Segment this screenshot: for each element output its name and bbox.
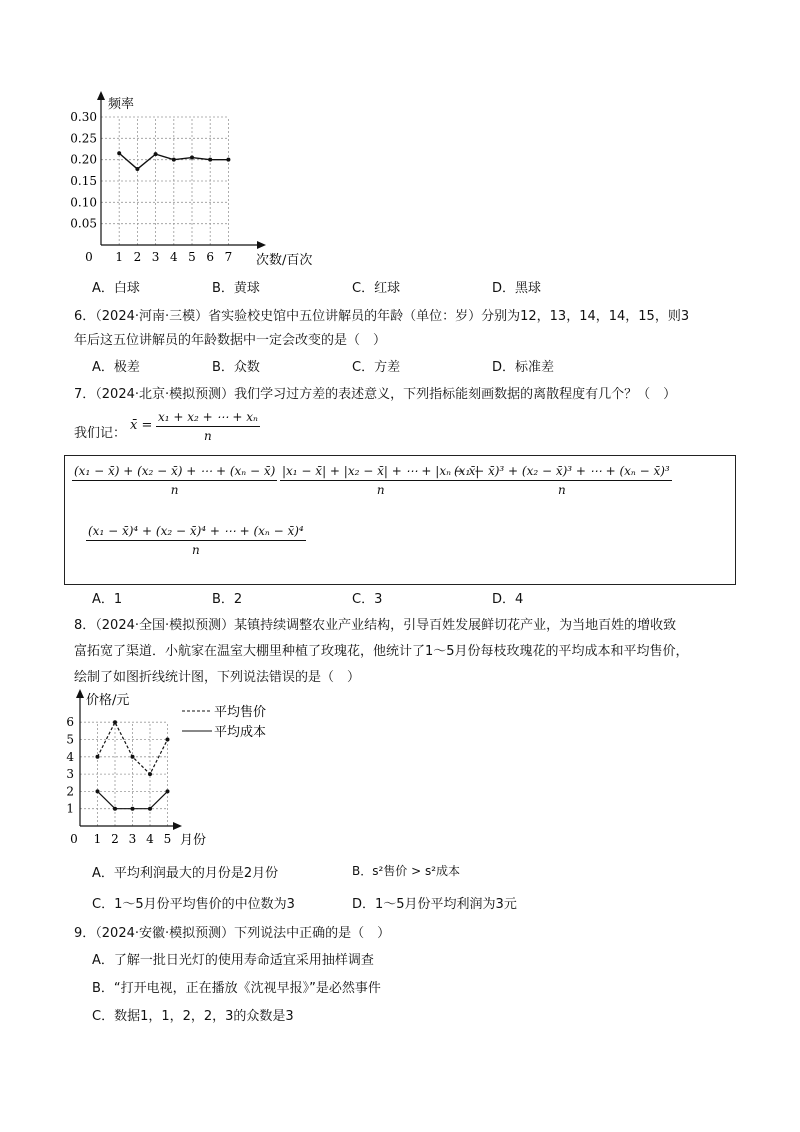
- q6-stem-line2: 年后这五位讲解员的年龄数据中一定会改变的是（ ）: [74, 333, 387, 348]
- frequency-chart: [60, 88, 313, 270]
- y-tick-label: 5: [66, 732, 74, 747]
- x-tick-label: 4: [169, 250, 178, 264]
- q6-stem-line1: 6．（2024·河南·三模）省实验校史馆中五位讲解员的年龄（单位：岁）分别为12，13，14，14，15，则3: [74, 309, 690, 324]
- data-point: [113, 807, 117, 811]
- q5-option-a[interactable]: A．白球: [92, 281, 140, 296]
- x-axis-arrow: [173, 822, 182, 830]
- x-tick-label: 3: [151, 250, 160, 264]
- x-tick-label: 4: [146, 832, 154, 846]
- chart-grid: [101, 117, 228, 245]
- formula-4: $\frac{\text{(x₁ − x̄)⁴ + (x₂ − x̄)⁴ + ⋯ + (xₙ − x̄)⁴}}{n}$: [88, 524, 304, 557]
- q6-option-a[interactable]: A．极差: [92, 360, 140, 375]
- y-tick-label: 1: [66, 801, 74, 816]
- formula-2: $\frac{\text{|x₁ − x̄| + |x₂ − x̄| + ⋯ + |xₙ − x̄|}}{n}$: [282, 464, 480, 497]
- q7-option-d[interactable]: D．4: [492, 592, 524, 607]
- x-tick-label: 5: [188, 250, 196, 264]
- q8-stem-line3: 绘制了如图折线统计图，下列说法错误的是（ ）: [74, 670, 361, 685]
- data-point: [96, 789, 100, 793]
- q7-option-c[interactable]: C．3: [352, 592, 383, 607]
- y-axis-label: 价格/元: [86, 693, 130, 708]
- data-point: [148, 772, 152, 776]
- data-point: [154, 152, 158, 156]
- y-axis-arrow: [76, 689, 84, 698]
- q8-option-d[interactable]: D．1～5月份平均利润为3元: [352, 897, 517, 912]
- x-tick-label: 6: [206, 250, 215, 264]
- y-tick-label: 3: [66, 767, 74, 782]
- y-axis-label: 频率: [108, 97, 135, 112]
- y-tick-label: 4: [66, 749, 74, 764]
- x-tick-label: 2: [111, 832, 119, 846]
- y-tick-label: 0.25: [70, 131, 97, 146]
- x-axis-label: 次数/百次: [256, 253, 313, 268]
- y-axis-arrow: [97, 91, 105, 100]
- chart-grid: [80, 722, 168, 826]
- data-point: [226, 158, 230, 162]
- q6-option-d[interactable]: D．标准差: [492, 360, 555, 375]
- x-tick-label: 5: [163, 832, 172, 846]
- q8-option-c[interactable]: C．1～5月份平均售价的中位数为3: [92, 897, 295, 912]
- q8-stem-line1: 8．（2024·全国·模拟预测）某镇持续调整农业产业结构，引导百姓发展鲜切花产业，为当地百姓的增收致: [74, 618, 677, 633]
- data-point: [113, 720, 117, 724]
- x-tick-label: 1: [93, 832, 102, 846]
- data-point: [208, 158, 212, 162]
- q6-option-c[interactable]: C．方差: [352, 360, 401, 375]
- q7-option-a[interactable]: A．1: [92, 592, 123, 607]
- y-tick-label: 6: [66, 715, 74, 730]
- y-tick-label: 0.15: [70, 174, 97, 188]
- q6-option-b[interactable]: B．众数: [212, 360, 260, 375]
- q7-option-b[interactable]: B．2: [212, 592, 243, 607]
- formula-3: $\frac{\text{(x₁ − x̄)³ + (x₂ − x̄)³ + ⋯ + (xₙ − x̄)³}}{n}$: [454, 464, 670, 497]
- q5-option-b[interactable]: B．黄球: [212, 281, 260, 296]
- x-tick-label: 3: [128, 832, 137, 846]
- x-tick-label: 1: [115, 250, 124, 264]
- mean-denominator: n: [204, 429, 212, 443]
- x-tick-label: 0: [70, 832, 78, 846]
- data-point: [166, 789, 170, 793]
- y-tick-label: 0.10: [70, 195, 97, 210]
- q7-intro: 我们记：: [74, 426, 127, 441]
- q5-option-d[interactable]: D．黑球: [492, 281, 542, 296]
- y-tick-label: 2: [66, 784, 74, 799]
- q8-option-b[interactable]: B．s²售价 > s²成本: [352, 864, 461, 878]
- data-point: [148, 807, 152, 811]
- formula-1: $\frac{\text{(x₁ − x̄) + (x₂ − x̄) + ⋯ + (xₙ − x̄)}}{n}$: [74, 464, 276, 497]
- legend-cost-label: 平均成本: [214, 725, 267, 740]
- legend-sell-label: 平均售价: [214, 705, 267, 720]
- q9-stem: 9．（2024·安徽·模拟预测）下列说法中正确的是（ ）: [74, 926, 391, 941]
- q5-option-c[interactable]: C．红球: [352, 281, 401, 296]
- mean-numerator: x₁ + x₂ + ⋯ + xₙ: [156, 410, 260, 427]
- data-point: [131, 807, 135, 811]
- q8-stem-line2: 富拓宽了渠道．小航家在温室大棚里种植了玫瑰花，他统计了1～5月份每枝玫瑰花的平均成本和平均售价，: [74, 644, 689, 659]
- x-tick-label: 0: [85, 250, 93, 264]
- q7-stem-line1: 7．（2024·北京·模拟预测）我们学习过方差的表述意义，下列指标能刻画数据的离散程度有几个？（ ）: [74, 387, 677, 402]
- data-point: [166, 738, 170, 742]
- mean-fraction: [156, 410, 260, 443]
- x-tick-label: 2: [133, 250, 142, 264]
- q9-option-b[interactable]: B．“打开电视，正在播放《沈视早报》”是必然事件: [92, 981, 381, 996]
- q8-option-a[interactable]: A．平均利润最大的月份是2月份: [92, 866, 279, 881]
- y-tick-label: 0.20: [70, 152, 97, 167]
- data-point: [131, 755, 135, 759]
- data-point: [190, 156, 194, 160]
- x-tick-label: 7: [224, 250, 233, 264]
- data-point: [172, 158, 176, 162]
- x-axis-label: 月份: [180, 833, 207, 848]
- x-axis-arrow: [257, 241, 266, 249]
- price-chart: [66, 686, 306, 850]
- data-point: [117, 151, 121, 155]
- y-tick-label: 0.05: [70, 216, 97, 231]
- mean-symbol: x̄ =: [130, 418, 153, 433]
- q9-option-c[interactable]: C．数据1，1，2，2，3的众数是3: [92, 1009, 294, 1024]
- tick-labels: [70, 110, 232, 264]
- y-tick-label: 0.30: [70, 110, 97, 124]
- data-point: [135, 167, 139, 171]
- data-point: [96, 755, 100, 759]
- q9-option-a[interactable]: A．了解一批日光灯的使用寿命适宜采用抽样调查: [92, 953, 374, 968]
